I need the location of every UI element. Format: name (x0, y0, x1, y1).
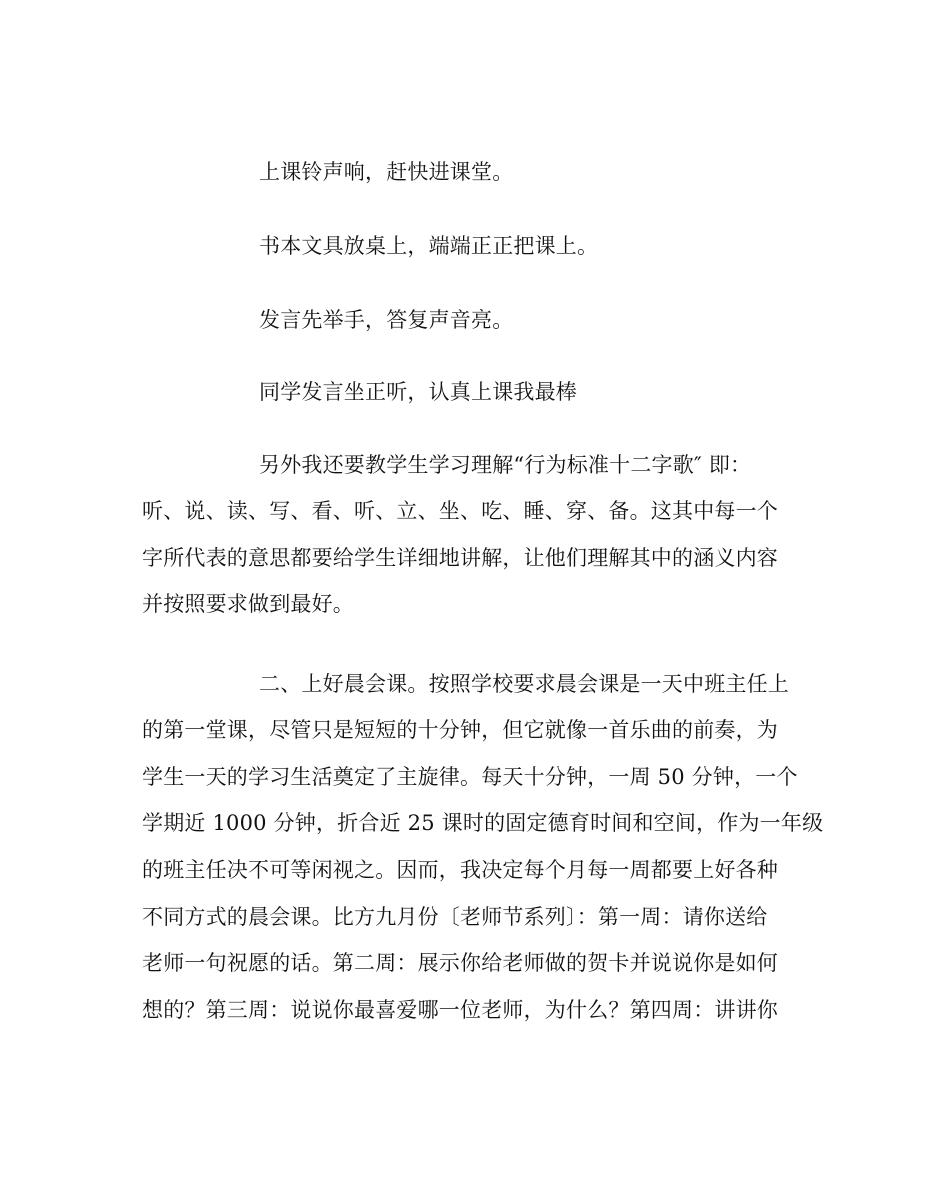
paragraph-line: 二、上好晨会课。按照学校要求晨会课是一天中班主任上 (259, 672, 789, 696)
paragraph-line: 学生一天的学习生活奠定了主旋律。每天十分钟，一周 50 分钟，一个 (142, 765, 798, 789)
paragraph-line: 想的？第三周：说说你最喜爱哪一位老师，为什么？第四周：讲讲你 (142, 998, 778, 1022)
paragraph-line: 不同方式的晨会课。比方九月份〔老师节系列〕：第一周：请你送给 (142, 905, 768, 929)
paragraph-line: 听、说、读、写、看、听、立、坐、吃、睡、穿、备。这其中每一个 (142, 499, 778, 523)
paragraph-line: 老师一句祝愿的话。第二周：展示你给老师做的贺卡并说说你是如何 (142, 951, 778, 975)
paragraph-line: 的班主任决不可等闲视之。因而，我决定每个月每一周都要上好各种 (142, 858, 778, 882)
verse-line-4: 同学发言坐正听，认真上课我最棒 (259, 380, 577, 404)
paragraph-line: 学期近 1000 分钟，折合近 25 课时的固定德育时间和空间，作为一年级 (142, 811, 824, 835)
paragraph-line: 的第一堂课，尽管只是短短的十分钟，但它就像一首乐曲的前奏，为 (142, 718, 778, 742)
verse-line-2: 书本文具放桌上，端端正正把课上。 (259, 234, 599, 258)
paragraph-line: 字所代表的意思都要给学生详细地讲解，让他们理解其中的涵义内容 (142, 546, 778, 570)
paragraph-line: 并按照要求做到最好。 (142, 592, 354, 616)
verse-line-1: 上课铃声响，赶快进课堂。 (259, 160, 514, 184)
paragraph-line: 另外我还要教学生学习理解“行为标准十二字歌″ 即： (259, 453, 752, 477)
verse-line-3: 发言先举手，答复声音亮。 (259, 308, 514, 332)
